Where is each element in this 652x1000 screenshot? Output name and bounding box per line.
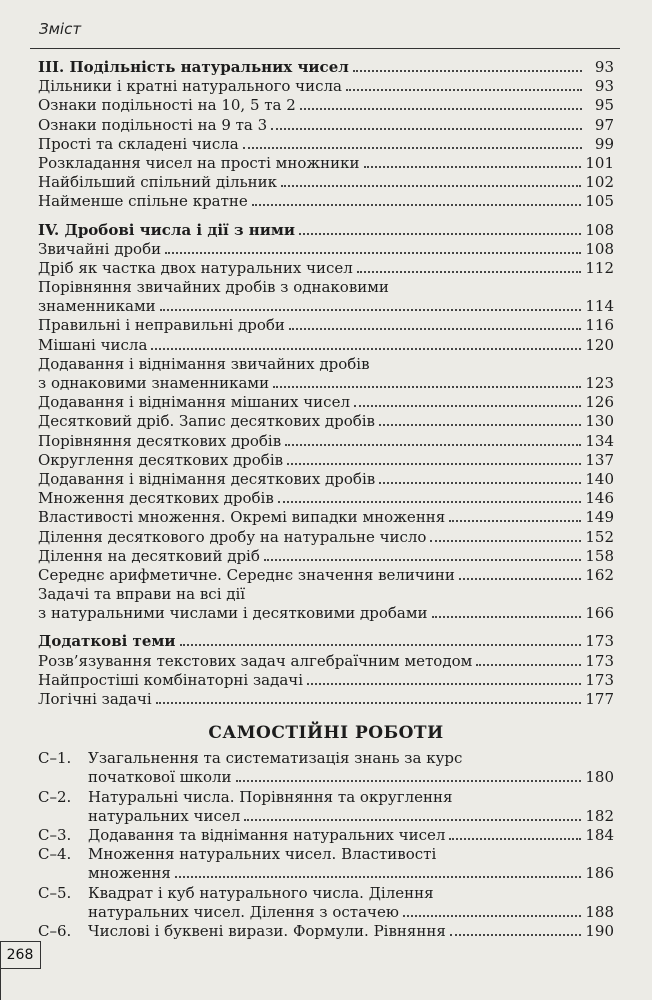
toc-entry-title: Найпростіші комбінаторні задачі: [38, 670, 304, 689]
work-code: С–3.: [38, 825, 72, 844]
toc-page-number: 134: [585, 431, 614, 450]
work-entry[interactable]: [38, 826, 614, 845]
work-page-number: 180: [585, 768, 614, 787]
toc-page-number: 177: [585, 690, 614, 708]
toc-page-number: 126: [585, 393, 614, 412]
work-entry-line[interactable]: [38, 788, 614, 807]
toc-page-number: 102: [585, 173, 614, 192]
page-number: 268: [0, 941, 41, 969]
dot-leader: [175, 872, 582, 878]
toc-page-number: 166: [585, 604, 614, 623]
toc-entry[interactable]: [38, 604, 614, 623]
toc-page-number: 99: [594, 134, 614, 153]
toc-page-number: 130: [585, 412, 614, 431]
dot-leader: [281, 181, 581, 187]
toc-entry[interactable]: [38, 432, 614, 451]
toc-page-number: 112: [585, 258, 614, 277]
toc-page-number: 173: [585, 632, 614, 651]
toc-entry[interactable]: [38, 412, 614, 431]
work-page-number: 188: [585, 902, 614, 921]
dot-leader: [432, 612, 582, 618]
dot-leader: [273, 382, 581, 388]
toc-entry[interactable]: [38, 173, 614, 192]
work-title-line: Додавання та віднімання натуральних чисел: [88, 825, 446, 844]
toc-section-4[interactable]: [38, 221, 614, 240]
toc-page-number: 97: [594, 115, 614, 134]
dot-leader: [252, 200, 582, 206]
toc-entry-title: з однаковими знаменниками: [38, 374, 270, 392]
work-entry-line[interactable]: [38, 749, 614, 768]
work-page-number: 186: [585, 864, 614, 883]
dot-leader: [459, 574, 582, 580]
dot-leader: [160, 305, 582, 311]
toc-entry-title: з натуральними числами і десятковими дробами: [38, 604, 428, 623]
toc-entry-title: знаменниками: [38, 297, 156, 316]
dot-leader: [264, 555, 581, 561]
work-code: С–1.: [38, 749, 72, 768]
toc-page-number: 108: [585, 239, 614, 258]
toc-entry-title: Ознаки подільності на 10, 5 та 2: [38, 96, 296, 115]
toc-page-number: 162: [585, 565, 614, 584]
toc-page-number: 101: [585, 153, 614, 172]
work-title-line: Квадрат і куб натурального числа. Ділення: [88, 883, 434, 902]
work-title-line: множення: [88, 864, 171, 883]
toc-entry-title: Множення десяткових дробів: [38, 489, 274, 508]
work-entry-line[interactable]: [38, 845, 614, 864]
toc-entry-title: Дільники і кратні натурального числа: [38, 77, 342, 96]
section-gap: [38, 212, 614, 221]
toc-page-number: 146: [585, 489, 614, 508]
work-title-line: Числові і буквені вирази. Формули. Рівняння: [88, 921, 446, 940]
toc-page-number: 116: [585, 316, 614, 335]
dot-leader: [379, 420, 581, 426]
toc-entry[interactable]: [38, 259, 614, 278]
dot-leader: [346, 85, 582, 91]
toc-entry[interactable]: [38, 316, 614, 335]
toc-entry[interactable]: [38, 336, 614, 355]
dot-leader: [449, 834, 581, 840]
toc-entry-title: Ознаки подільності на 9 та 3: [38, 115, 268, 134]
work-page-number: 182: [585, 806, 614, 825]
work-entry[interactable]: [38, 807, 614, 826]
toc-entry[interactable]: [38, 528, 614, 547]
toc-entry-title: Порівняння десяткових дробів: [38, 431, 282, 450]
work-code: С–6.: [38, 921, 72, 940]
dot-leader: [165, 248, 581, 254]
toc-page-number: 93: [594, 77, 614, 96]
toc-entry[interactable]: [38, 297, 614, 316]
toc-entry-title: Середнє арифметичне. Середнє значення величини: [38, 565, 455, 584]
toc-entry-line[interactable]: Додавання і віднімання звичайних дробів: [38, 354, 370, 373]
toc-page-number: 105: [585, 192, 614, 211]
dot-leader: [180, 640, 582, 646]
toc-page-number: 173: [585, 670, 614, 689]
dot-leader: [287, 459, 581, 465]
toc-page-number: 173: [585, 651, 614, 670]
toc-page-number: 93: [594, 58, 614, 76]
toc-entry-title: III. Подільність натуральних чисел: [38, 58, 349, 76]
section-gap: [38, 623, 614, 632]
running-header: [30, 18, 620, 49]
toc-entry-title: Найбільший спільний дільник: [38, 173, 278, 192]
toc-entry[interactable]: [38, 652, 614, 671]
toc-page-number: 149: [585, 508, 614, 527]
work-code: С–5.: [38, 883, 72, 902]
dot-leader: [289, 324, 581, 330]
work-title-line: Множення натуральних чисел. Властивості: [88, 845, 437, 864]
toc-page-number: 120: [585, 335, 614, 354]
toc-entry[interactable]: [38, 154, 614, 173]
dot-leader: [430, 536, 581, 542]
dot-leader: [307, 679, 581, 685]
work-title-line: натуральних чисел: [88, 806, 241, 825]
work-title-line: початкової школи: [88, 768, 232, 787]
dot-leader: [236, 776, 582, 782]
toc-page-number: 95: [594, 96, 614, 115]
toc-entry-title: Розв’язування текстових задач алгебраїчним методом: [38, 651, 473, 670]
dot-leader: [243, 143, 582, 149]
dot-leader: [450, 930, 582, 936]
header-title: Зміст: [39, 20, 82, 38]
work-title-line: натуральних чисел. Ділення з остачею: [88, 902, 399, 921]
toc-entry[interactable]: [38, 374, 614, 393]
toc-section-3[interactable]: [38, 58, 614, 77]
toc-entry-title: Додавання і віднімання десяткових дробів: [38, 469, 376, 488]
work-page-number: 190: [585, 921, 614, 940]
works-section-title: САМОСТІЙНІ РОБОТИ: [208, 723, 444, 744]
toc-entry-line[interactable]: Задачі та вправи на всі дії: [38, 585, 246, 604]
toc-entry[interactable]: [38, 489, 614, 508]
toc-entry[interactable]: [38, 192, 614, 211]
toc-page-number: 158: [585, 546, 614, 565]
toc-entry[interactable]: [38, 96, 614, 115]
toc-entry[interactable]: [38, 671, 614, 690]
dot-leader: [244, 815, 581, 821]
dot-leader: [353, 66, 582, 72]
toc-entry[interactable]: [38, 566, 614, 585]
dot-leader: [476, 660, 581, 666]
work-page-number: 184: [585, 825, 614, 844]
toc-entry-title: Правильні і неправильні дроби: [38, 316, 285, 335]
work-title-line: Натуральні числа. Порівняння та округлення: [88, 787, 453, 806]
dot-leader: [285, 440, 581, 446]
dot-leader: [357, 267, 582, 273]
toc-entry-title: Дріб як частка двох натуральних чисел: [38, 258, 353, 277]
toc-entry-title: Ділення десяткового дробу на натуральне число: [38, 527, 427, 546]
work-code: С–2.: [38, 787, 72, 806]
toc-entry[interactable]: [38, 547, 614, 566]
dot-leader: [354, 401, 581, 407]
toc-entry[interactable]: [38, 508, 614, 527]
work-entry-line[interactable]: [38, 884, 614, 903]
work-title-line: Узагальнення та систематизація знань за курс: [88, 749, 463, 768]
toc-entry-line[interactable]: Порівняння звичайних дробів з однаковими: [38, 278, 389, 297]
dot-leader: [364, 162, 582, 168]
dot-leader: [151, 344, 581, 350]
dot-leader: [278, 497, 582, 503]
toc-entry-title: Додавання і віднімання мішаних чисел: [38, 393, 350, 412]
dot-leader: [379, 478, 581, 484]
toc-entry[interactable]: [38, 470, 614, 489]
toc-entry[interactable]: [38, 77, 614, 96]
toc-entry-title: Десятковий дріб. Запис десяткових дробів: [38, 412, 375, 431]
toc-section-extra[interactable]: [38, 632, 614, 651]
toc-page-number: 140: [585, 469, 614, 488]
dot-leader: [300, 104, 582, 110]
toc-entry-title: Додаткові теми: [38, 632, 176, 651]
toc-entry[interactable]: [38, 240, 614, 259]
dot-leader: [271, 124, 582, 130]
toc-page-number: 108: [585, 220, 614, 239]
toc-page-number: 137: [585, 450, 614, 469]
toc-entry[interactable]: [38, 135, 614, 154]
work-entry[interactable]: [38, 922, 614, 941]
toc-entry[interactable]: [38, 451, 614, 470]
toc-page-number: 114: [585, 297, 614, 316]
toc-entry-title: Найменше спільне кратне: [38, 192, 248, 211]
toc-entry-title: Логічні задачі: [38, 690, 152, 708]
toc-entry[interactable]: [38, 116, 614, 135]
dot-leader: [299, 229, 581, 235]
toc-entry-title: Прості та складені числа: [38, 134, 239, 153]
toc-entry-title: Розкладання чисел на прості множники: [38, 153, 360, 172]
dot-leader: [156, 698, 582, 704]
work-entry[interactable]: [38, 903, 614, 922]
work-entry[interactable]: [38, 864, 614, 883]
toc-entry-title: Властивості множення. Окремі випадки множення: [38, 508, 446, 527]
toc-entry[interactable]: [38, 393, 614, 412]
work-entry[interactable]: [38, 768, 614, 787]
toc-page-number: 152: [585, 527, 614, 546]
toc-entry-title: Звичайні дроби: [38, 239, 162, 258]
toc-entry-title: Ділення на десятковий дріб: [38, 546, 260, 565]
dot-leader: [449, 516, 581, 522]
toc-page-number: 123: [585, 374, 614, 392]
toc-entry-title: Мішані числа: [38, 335, 148, 354]
toc-entry-title: Округлення десяткових дробів: [38, 450, 284, 469]
work-code: С–4.: [38, 845, 72, 864]
toc-entry-title: IV. Дробові числа і дії з ними: [38, 220, 296, 239]
toc-entry[interactable]: [38, 690, 614, 709]
table-of-contents: [38, 58, 614, 941]
dot-leader: [403, 911, 581, 917]
